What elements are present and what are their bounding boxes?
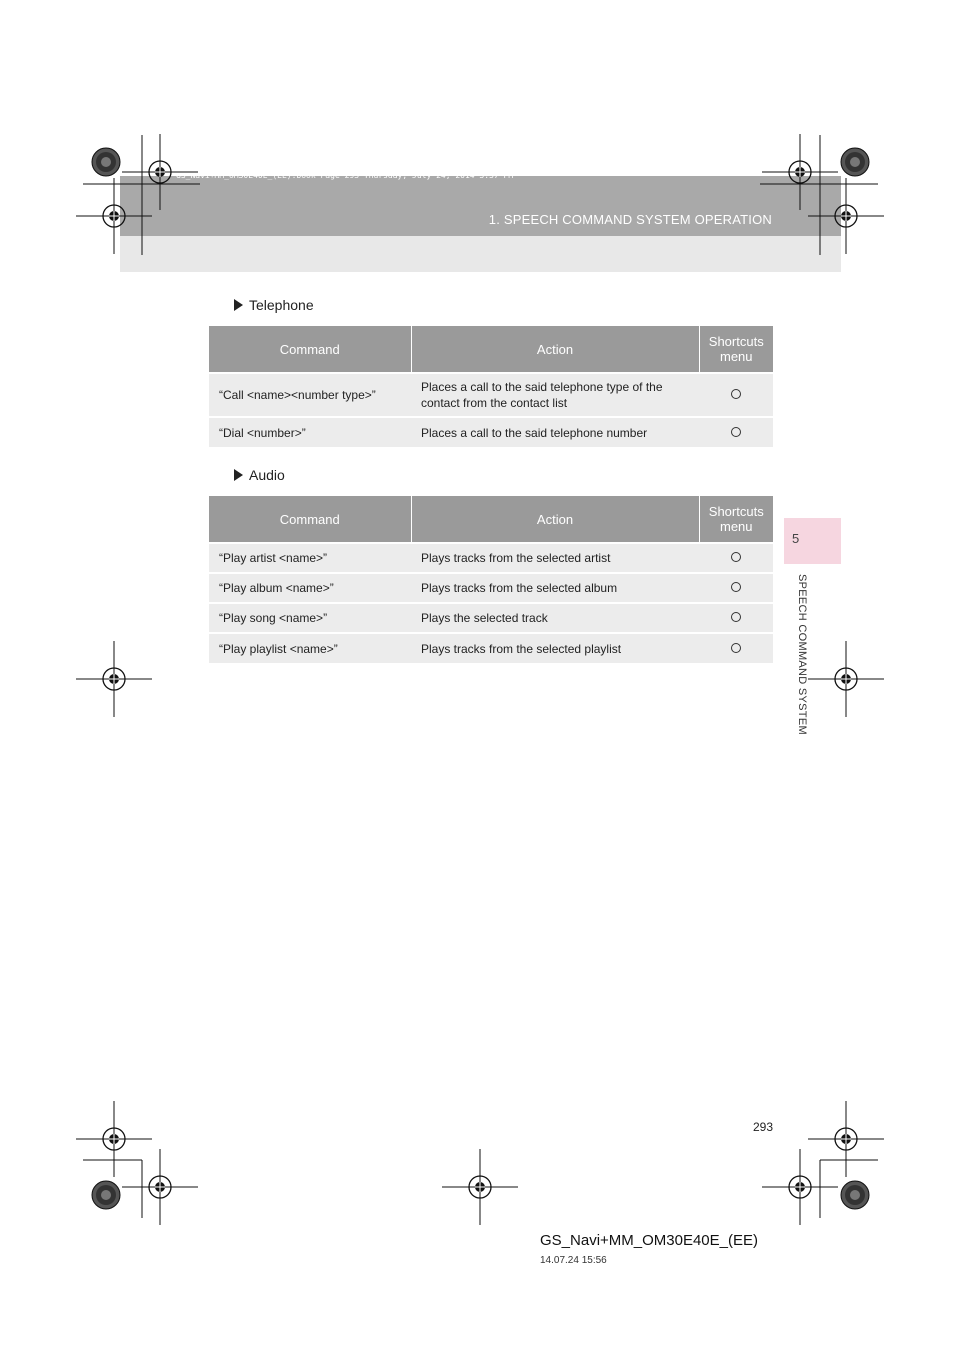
- page-number: 293: [752, 1120, 773, 1134]
- action-cell: Places a call to the said telephone type of the contact from the contact list: [411, 373, 699, 417]
- chapter-label: SPEECH COMMAND SYSTEM: [796, 574, 808, 735]
- column-header: Action: [411, 496, 699, 543]
- action-cell: Plays the selected track: [411, 603, 699, 633]
- section-heading-text: Telephone: [249, 297, 314, 313]
- footer-document-code: GS_Navi+MM_OM30E40E_(EE): [540, 1232, 758, 1249]
- action-cell: Plays tracks from the selected playlist: [411, 633, 699, 663]
- page-title: 1. SPEECH COMMAND SYSTEM OPERATION: [488, 212, 772, 227]
- column-header: Command: [209, 326, 411, 373]
- column-header: Command: [209, 496, 411, 543]
- column-header: Action: [411, 326, 699, 373]
- command-cell: “Dial <number>”: [209, 417, 411, 447]
- footer-timestamp: 14.07.24 15:56: [540, 1255, 607, 1266]
- action-cell: Plays tracks from the selected artist: [411, 543, 699, 573]
- action-cell: Places a call to the said telephone number: [411, 417, 699, 447]
- section-heading-text: Audio: [249, 467, 285, 483]
- book-info-line: GS_Navi+MM_OM30E40E_(EE).book Page 293 Thursday, July 24, 2014 3:57 PM: [176, 171, 514, 180]
- command-cell: “Call <name><number type>”: [209, 373, 411, 417]
- command-cell: “Play song <name>”: [209, 603, 411, 633]
- action-cell: Plays tracks from the selected album: [411, 573, 699, 603]
- command-cell: “Play artist <name>”: [209, 543, 411, 573]
- command-cell: “Play playlist <name>”: [209, 633, 411, 663]
- column-header: Shortcuts menu: [699, 496, 773, 543]
- chapter-number: 5: [792, 531, 800, 546]
- column-header: Shortcuts menu: [699, 326, 773, 373]
- command-cell: “Play album <name>”: [209, 573, 411, 603]
